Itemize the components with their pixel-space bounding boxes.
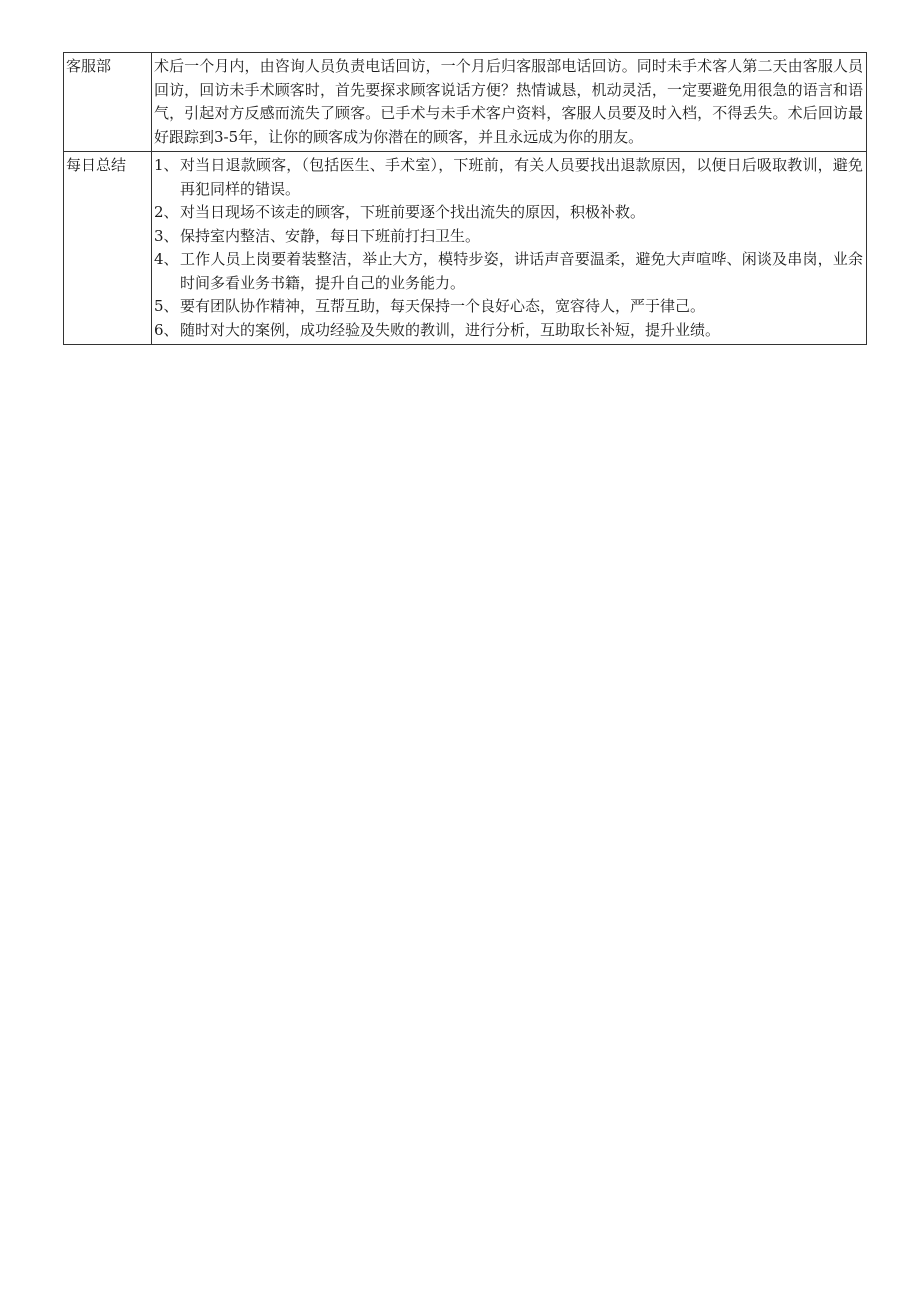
item-number: 6、: [154, 320, 179, 339]
table-row-daily-summary: [64, 152, 867, 345]
item-text: 工作人员上岗要着装整洁，举止大方，模特步姿，讲话声音要温柔，避免大声喧哗、闲谈及串岗，业余时间多看业务书籍，提升自己的业务能力。: [180, 250, 863, 292]
item-text: 保持室内整洁、安静，每日下班前打扫卫生。: [180, 226, 481, 245]
item-text: 对当日退款顾客，（包括医生、手术室），下班前，有关人员要找出退款原因，以便日后吸取教训，避免再犯同样的错误。: [180, 156, 863, 198]
row-label: 每日总结: [64, 152, 152, 345]
item-number: 4、: [154, 250, 179, 268]
summary-list: [154, 154, 863, 342]
list-item: [154, 319, 863, 343]
row-content: [152, 152, 867, 345]
list-item: [154, 248, 863, 295]
item-number: 1、: [154, 156, 179, 174]
list-item: [154, 201, 863, 225]
customer-service-paragraph: 术后一个月内，由咨询人员负责电话回访，一个月后归客服部电话回访。同时未手术客人第二天由客服人员回访，回访未手术顾客时，首先要探求顾客说话方便？热情诚恳，机动灵活，一定要避免用很急的语言和语气，引起对方反感而流失了顾客。已手术与未手术客户资料，客服人员要及时入档，不得丢失。术后回访最好跟踪到3-5年，让你的顾客成为你潜在的顾客，并且永远成为你的朋友。: [154, 57, 863, 146]
list-item: [154, 154, 863, 201]
table-row-customer-service: [64, 53, 867, 152]
item-text: 要有团队协作精神，互帮互助，每天保持一个良好心态，宽容待人，严于律己。: [180, 297, 706, 315]
item-number: 5、: [154, 297, 179, 315]
row-label: 客服部: [64, 53, 152, 152]
item-text: 对当日现场不该走的顾客，下班前要逐个找出流失的原因，积极补救。: [180, 203, 646, 221]
item-text: 随时对大的案例，成功经验及失败的教训，进行分析，互助取长补短，提升业绩。: [180, 320, 721, 339]
content-table: [63, 52, 867, 345]
list-item: [154, 225, 863, 249]
list-item: [154, 295, 863, 319]
item-number: 2、: [154, 203, 179, 221]
item-number: 3、: [154, 226, 179, 245]
row-content: [152, 53, 867, 152]
